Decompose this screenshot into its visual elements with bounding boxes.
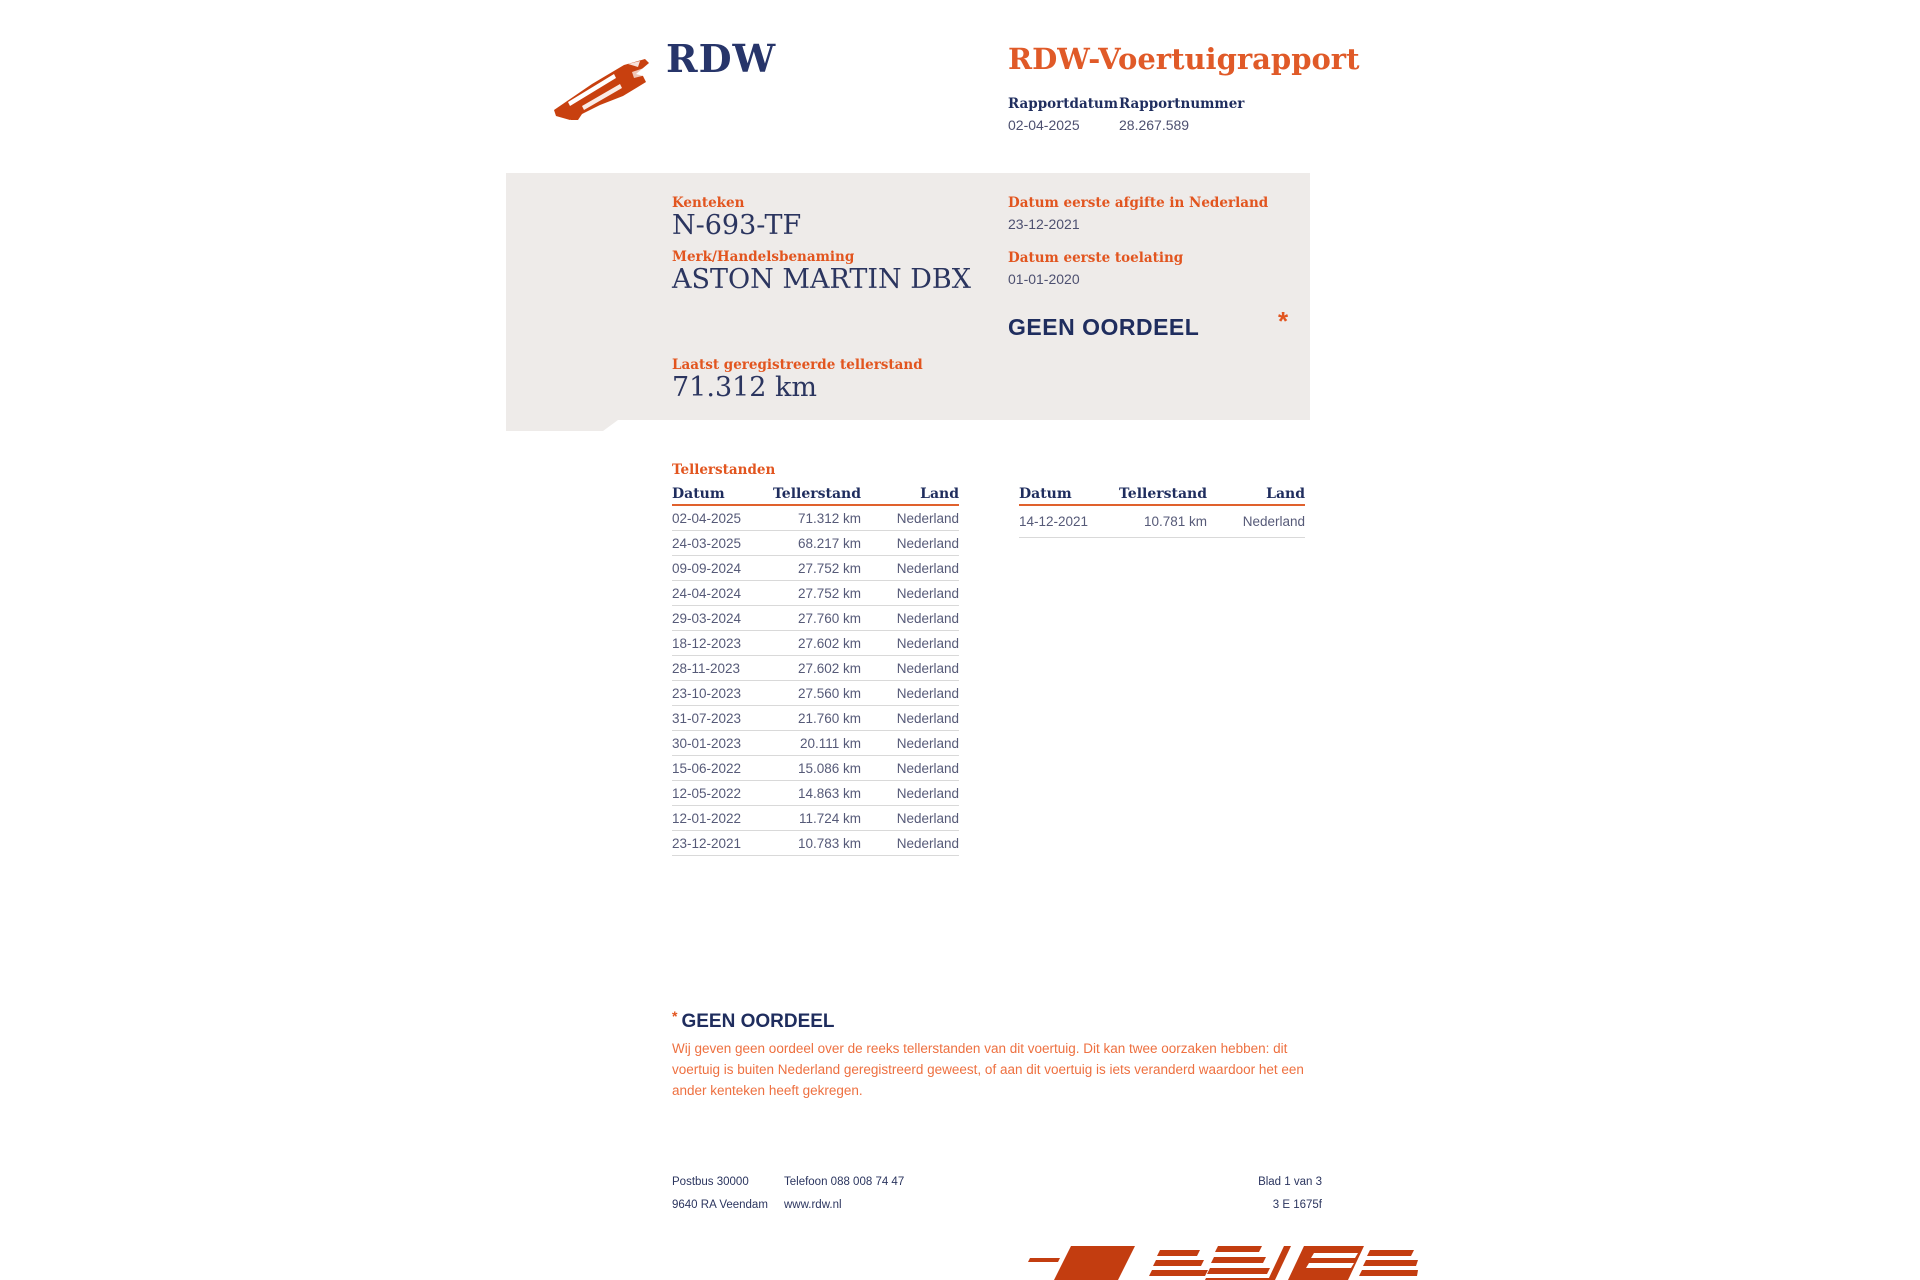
cell-tellerstand: 20.111 km [799, 735, 861, 751]
cell-tellerstand: 10.781 km [1143, 514, 1207, 529]
table-row [1019, 506, 1305, 538]
footnote-title: GEEN OORDEEL [681, 1011, 835, 1032]
footer-page-number: Blad 1 van 3 [1258, 1176, 1322, 1188]
cell-tellerstand: 27.752 km [797, 560, 861, 576]
cell-datum: 18-12-2023 [672, 635, 742, 651]
table-header-row [672, 486, 959, 506]
cell-datum: 24-03-2025 [672, 535, 742, 551]
table-row [672, 731, 959, 756]
cell-land: Nederland [1242, 514, 1305, 529]
cell-land: Nederland [896, 735, 959, 751]
cell-land: Nederland [896, 835, 959, 851]
cell-tellerstand: 14.863 km [797, 785, 861, 801]
table-body [1019, 506, 1305, 538]
cell-tellerstand: 71.312 km [797, 510, 861, 526]
cell-tellerstand: 27.560 km [797, 685, 861, 701]
cell-datum: 14-12-2021 [1019, 514, 1089, 529]
column-header-tellerstand: Tellerstand [1118, 486, 1207, 502]
footer-address-line1: Postbus 30000 [672, 1176, 749, 1188]
cell-datum: 23-10-2023 [672, 685, 742, 701]
footnote-asterisk: * [672, 1008, 678, 1024]
cell-land: Nederland [896, 760, 959, 776]
cell-tellerstand: 15.086 km [797, 760, 861, 776]
afgifte-value: 23-12-2021 [1008, 216, 1080, 232]
report-number-value: 28.267.589 [1119, 117, 1190, 133]
footer-website: www.rdw.nl [784, 1199, 842, 1211]
table-row [672, 706, 959, 731]
column-header-datum: Datum [672, 486, 725, 502]
cell-land: Nederland [896, 610, 959, 626]
table-row [672, 806, 959, 831]
tellerstand-value: 71.312 km [672, 372, 818, 403]
toelating-label: Datum eerste toelating [1008, 250, 1184, 266]
kenteken-label: Kenteken [672, 195, 745, 211]
cell-land: Nederland [896, 560, 959, 576]
cell-tellerstand: 27.752 km [797, 585, 861, 601]
verdict-text: GEEN OORDEEL [1008, 314, 1200, 340]
verdict-asterisk: * [1278, 306, 1289, 336]
merk-label: Merk/Handelsbenaming [672, 249, 855, 265]
cell-tellerstand: 27.602 km [797, 635, 861, 651]
cell-datum: 30-01-2023 [672, 735, 742, 751]
cell-land: Nederland [896, 710, 959, 726]
rdw-wing-logo-icon [548, 50, 660, 120]
table-row [672, 681, 959, 706]
cell-datum: 12-01-2022 [672, 810, 742, 826]
table-row [672, 506, 959, 531]
report-date-label: Rapportdatum [1008, 96, 1119, 112]
table-row [672, 756, 959, 781]
report-number-label: Rapportnummer [1119, 96, 1245, 112]
cell-land: Nederland [896, 785, 959, 801]
table-row [672, 531, 959, 556]
report-date-value: 02-04-2025 [1008, 117, 1080, 133]
footer-address-line2: 9640 RA Veendam [672, 1199, 768, 1211]
table-row [672, 656, 959, 681]
rdw-stripes-graphic-icon [1028, 1240, 1418, 1280]
column-header-tellerstand: Tellerstand [772, 486, 861, 502]
cell-datum: 23-12-2021 [672, 835, 742, 851]
cell-datum: 15-06-2022 [672, 760, 742, 776]
cell-land: Nederland [896, 660, 959, 676]
cell-tellerstand: 27.760 km [797, 610, 861, 626]
table-row [672, 781, 959, 806]
table-row [672, 606, 959, 631]
cell-datum: 02-04-2025 [672, 510, 742, 526]
odometer-table-left [672, 486, 959, 856]
toelating-value: 01-01-2020 [1008, 271, 1080, 287]
cell-datum: 28-11-2023 [672, 660, 741, 676]
cell-tellerstand: 21.760 km [797, 710, 861, 726]
afgifte-label: Datum eerste afgifte in Nederland [1008, 195, 1269, 211]
cell-land: Nederland [896, 685, 959, 701]
footnote-heading [672, 1008, 835, 1033]
table-row [672, 581, 959, 606]
table-body [672, 506, 959, 856]
cell-tellerstand: 10.783 km [797, 835, 861, 851]
cell-land: Nederland [896, 810, 959, 826]
footer-phone: Telefoon 088 008 74 47 [784, 1176, 905, 1188]
cell-datum: 31-07-2023 [672, 710, 742, 726]
footnote-body: Wij geven geen oordeel over de reeks tellerstanden van dit voertuig. Dit kan twee oorzaken hebben: dit voertuig is buiten Nederland geregistreerd geweest, of aan dit voertuig is iets veranderd waardoor het een ander kenteken heeft gekregen. [672, 1041, 1304, 1098]
vehicle-summary-panel [506, 173, 1310, 431]
tellerstanden-section-title: Tellerstanden [672, 462, 776, 478]
cell-datum: 09-09-2024 [672, 560, 742, 576]
column-header-datum: Datum [1019, 486, 1072, 502]
cell-land: Nederland [896, 585, 959, 601]
cell-tellerstand: 11.724 km [798, 810, 861, 826]
cell-datum: 12-05-2022 [672, 785, 742, 801]
column-header-land: Land [920, 486, 959, 502]
merk-value: ASTON MARTIN DBX [672, 264, 971, 295]
table-row [672, 831, 959, 856]
tellerstand-label: Laatst geregistreerde tellerstand [672, 357, 923, 373]
cell-datum: 24-04-2024 [672, 585, 742, 601]
table-header-row [1019, 486, 1305, 506]
table-row [672, 556, 959, 581]
cell-land: Nederland [896, 535, 959, 551]
logo-wordmark: RDW [666, 36, 777, 81]
odometer-table-right [1019, 486, 1305, 538]
cell-land: Nederland [896, 510, 959, 526]
table-row [672, 631, 959, 656]
cell-datum: 29-03-2024 [672, 610, 742, 626]
footer-form-code: 3 E 1675f [1272, 1199, 1322, 1211]
cell-land: Nederland [896, 635, 959, 651]
page-title: RDW-Voertuigrapport [1008, 42, 1360, 76]
cell-tellerstand: 27.602 km [797, 660, 861, 676]
kenteken-value: N-693-TF [672, 210, 802, 241]
column-header-land: Land [1266, 486, 1305, 502]
cell-tellerstand: 68.217 km [797, 535, 861, 551]
